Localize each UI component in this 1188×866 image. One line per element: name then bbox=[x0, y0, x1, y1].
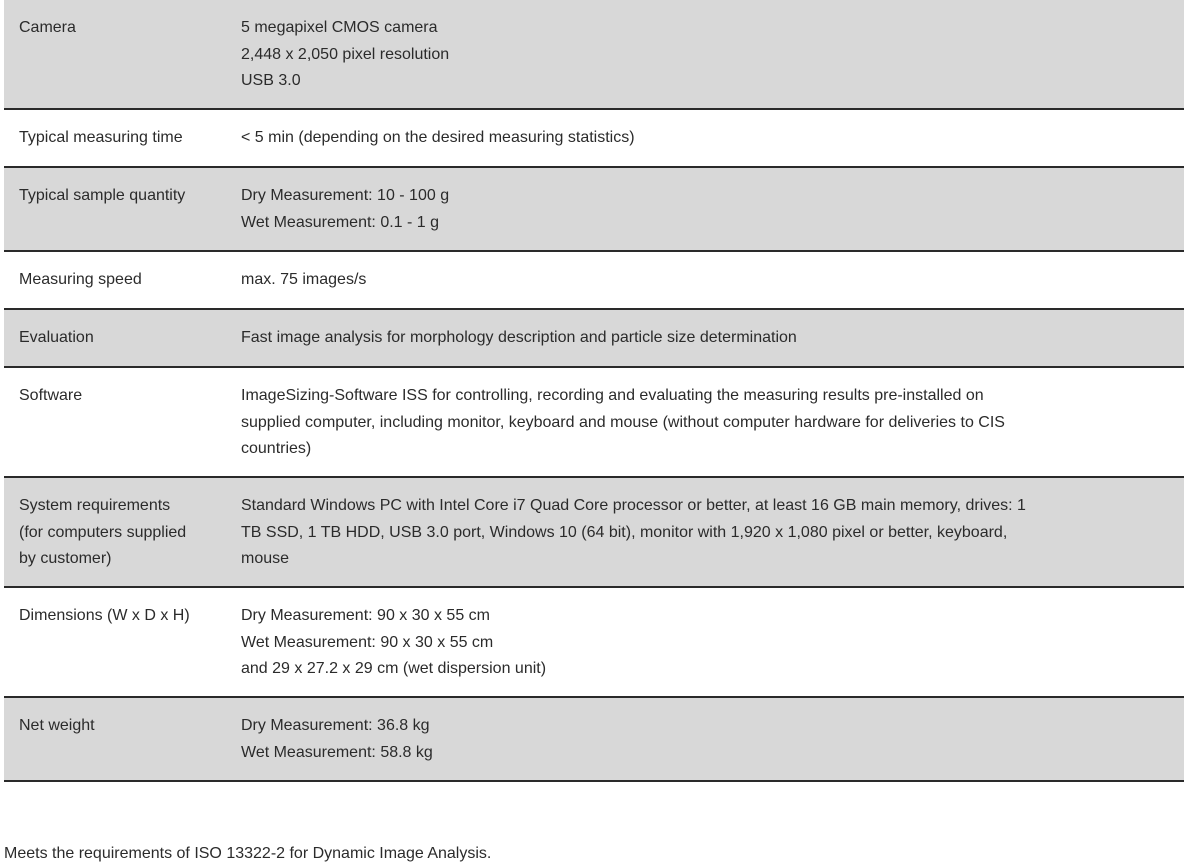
spec-label bbox=[4, 493, 241, 586]
spec-value bbox=[241, 125, 1184, 166]
spec-value-line: and 29 x 27.2 x 29 cm (wet dispersion unit) bbox=[241, 660, 547, 677]
spec-value-line: Standard Windows PC with Intel Core i7 Quad Core processor or better, at least 16 GB main memory, drives: 1 bbox=[241, 497, 1026, 514]
spec-label-line: (for computers supplied bbox=[19, 523, 187, 541]
spec-value-line: supplied computer, including monitor, keyboard and mouse (without computer hardware for deliveries to CIS bbox=[241, 413, 1005, 431]
spec-row-measuring-time bbox=[4, 110, 1184, 168]
spec-value bbox=[241, 267, 1184, 308]
spec-value-line: countries) bbox=[241, 440, 312, 457]
spec-row-sample-quantity bbox=[4, 168, 1184, 252]
spec-label-line: Net weight bbox=[19, 717, 95, 734]
spec-row-evaluation bbox=[4, 310, 1184, 368]
spec-value-line: Wet Measurement: 90 x 30 x 55 cm bbox=[241, 633, 494, 651]
spec-value bbox=[241, 493, 1184, 586]
spec-value-line: 5 megapixel CMOS camera bbox=[241, 19, 438, 36]
spec-label bbox=[4, 325, 241, 366]
spec-label-line: System requirements bbox=[19, 497, 171, 514]
spec-row-camera bbox=[4, 0, 1184, 110]
spec-label-line: Software bbox=[19, 387, 83, 404]
spec-label bbox=[4, 267, 241, 308]
spec-row-software bbox=[4, 368, 1184, 478]
spec-value-line: max. 75 images/s bbox=[241, 271, 367, 288]
spec-value bbox=[241, 183, 1184, 250]
spec-label bbox=[4, 713, 241, 780]
spec-value bbox=[241, 325, 1184, 366]
spec-value-line: < 5 min (depending on the desired measuring statistics) bbox=[241, 129, 635, 146]
spec-table bbox=[4, 0, 1184, 782]
spec-value-line: USB 3.0 bbox=[241, 72, 301, 89]
spec-value-line: ImageSizing-Software ISS for controlling, recording and evaluating the measuring results pre-installed on bbox=[241, 387, 984, 404]
spec-label-line: Camera bbox=[19, 19, 76, 36]
spec-row-net-weight bbox=[4, 698, 1184, 782]
spec-value bbox=[241, 713, 1184, 780]
spec-value-line: Dry Measurement: 90 x 30 x 55 cm bbox=[241, 607, 490, 624]
spec-value bbox=[241, 383, 1184, 476]
spec-label bbox=[4, 15, 241, 108]
spec-value bbox=[241, 15, 1184, 108]
spec-label bbox=[4, 125, 241, 166]
spec-label-line: by customer) bbox=[19, 550, 112, 567]
spec-label-line: Typical sample quantity bbox=[19, 187, 186, 204]
footnote: Meets the requirements of ISO 13322-2 for Dynamic Image Analysis. bbox=[4, 845, 492, 862]
spec-value-line: Dry Measurement: 10 - 100 g bbox=[241, 187, 450, 204]
spec-label bbox=[4, 603, 241, 696]
spec-label-line: Typical measuring time bbox=[19, 129, 183, 146]
spec-label-line: Dimensions (W x D x H) bbox=[19, 607, 190, 624]
spec-value-line: Wet Measurement: 58.8 kg bbox=[241, 743, 433, 761]
spec-value-line: 2,448 x 2,050 pixel resolution bbox=[241, 45, 450, 63]
spec-label-line: Measuring speed bbox=[19, 271, 142, 288]
spec-row-system-requirements bbox=[4, 478, 1184, 588]
spec-row-dimensions bbox=[4, 588, 1184, 698]
spec-value-line: Fast image analysis for morphology description and particle size determination bbox=[241, 329, 797, 346]
spec-label bbox=[4, 383, 241, 476]
spec-value-line: Dry Measurement: 36.8 kg bbox=[241, 717, 430, 734]
spec-label bbox=[4, 183, 241, 250]
spec-label-line: Evaluation bbox=[19, 329, 94, 346]
spec-value-line: Wet Measurement: 0.1 - 1 g bbox=[241, 213, 440, 231]
spec-row-measuring-speed bbox=[4, 252, 1184, 310]
spec-value bbox=[241, 603, 1184, 696]
spec-value-line: TB SSD, 1 TB HDD, USB 3.0 port, Windows 10 (64 bit), monitor with 1,920 x 1,080 pixel or better, keyboard, bbox=[241, 523, 1008, 541]
spec-value-line: mouse bbox=[241, 550, 290, 567]
